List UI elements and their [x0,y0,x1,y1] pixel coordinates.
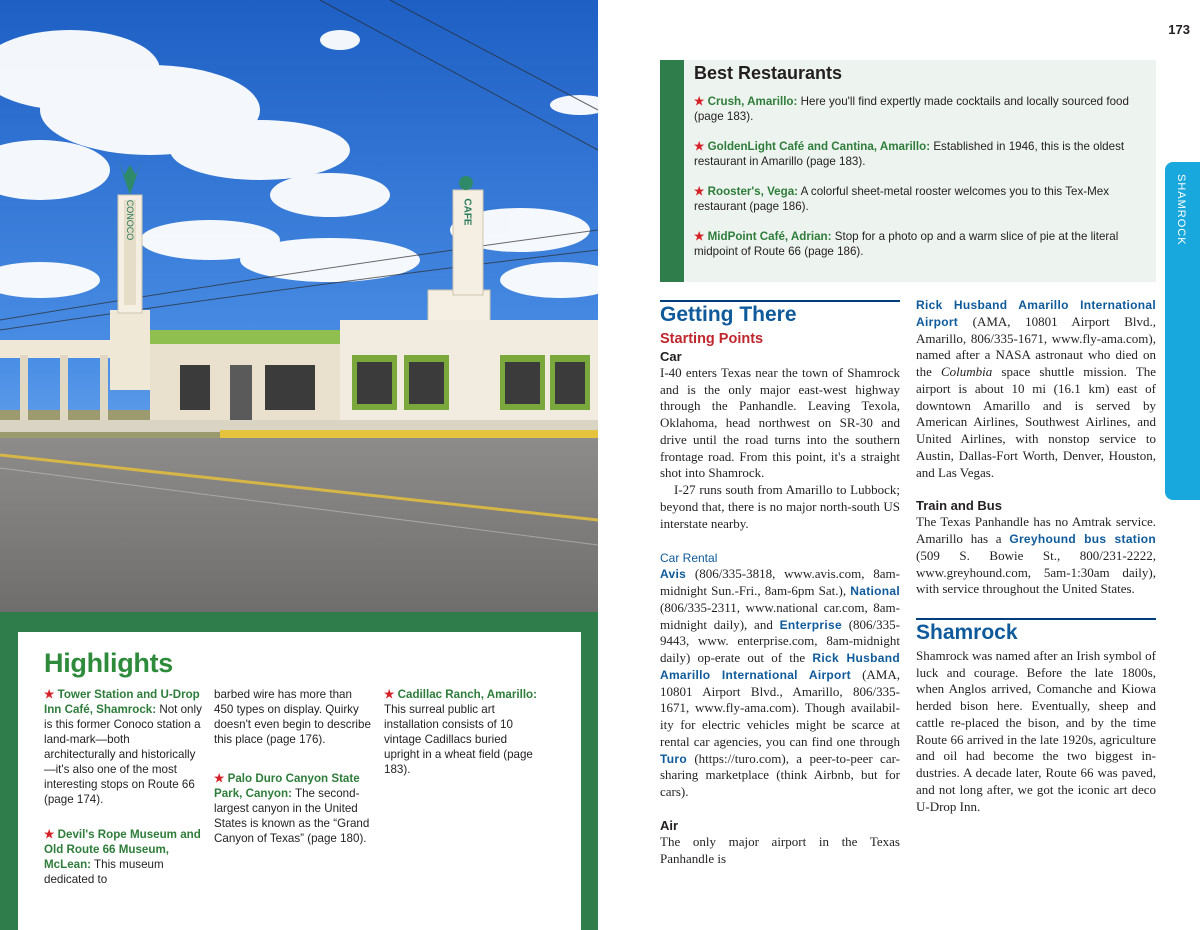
national-link[interactable]: National [850,584,900,598]
car-paragraph-1: I-40 enters Texas near the town of Shamrock and is the only major east-west highway through the Panhandle. Leaving Texola, Oklahoma, head northwest on SR-30 and drive until the road turns into the southern frontage road. From this point, it's a straight shot into Shamrock. [660,364,900,481]
getting-there-heading: Getting There [660,303,797,326]
photo-tower-station [0,0,598,612]
best-restaurants-title: Best Restaurants [694,63,843,83]
car-paragraph-2: I-27 runs south from Amarillo to Lubbock; beyond that, there is no major north-south US interstate nearby. [660,482,900,531]
starting-points-heading: Starting Points [660,330,764,347]
enterprise-link[interactable]: Enterprise [779,617,842,632]
shamrock-heading: Shamrock [916,621,1018,644]
star-icon: ★ [694,140,708,153]
restaurant-item: ★ MidPoint Café, Adrian: Stop for a photo op and a warm slice of pie at the literal midpoint of Route 66 (page 186). [694,230,1119,258]
section-rule [916,618,1156,620]
star-icon: ★ [384,688,398,701]
best-restaurants-box [660,60,1156,282]
text-column-2 [916,297,1156,815]
restaurant-item: ★ GoldenLight Café and Cantina, Amarillo: Established in 1946, this is the oldest restaurant in Amarillo (page 183). [694,140,1125,168]
highlight-item: ★ Tower Station and U-Drop Inn Café, Shamrock: Not only is this former Conoco station a land-mark—both architecturally and historically—it's also one of the most interesting stops on Route 66 (page 174). [44,688,202,806]
highlight-item: ★ Cadillac Ranch, Amarillo: This surreal public art installation consists of 10 vintage Cadillacs buried upright in a wheat field (page 183). [384,688,537,776]
train-bus-heading: Train and Bus [916,498,1002,514]
star-icon: ★ [694,230,708,243]
highlights-column-1 [44,687,202,899]
highlights-column-3 [384,687,542,899]
section-tab-shamrock[interactable]: SHAMROCK [1165,162,1200,500]
svg-text:CONOCO: CONOCO [125,199,135,241]
svg-text:CAFE: CAFE [461,198,473,226]
highlights-box [18,632,581,930]
train-bus-paragraph: The Texas Panhandle has no Amtrak service. Amarillo has a Greyhound bus station (509 S. Bowie St., 800/231-2222, www.greyhound.com, 5am-1:30am daily), with service throughout the United States. [916,514,1156,597]
car-heading: Car [660,348,682,364]
star-icon: ★ [694,95,708,108]
text-column-1 [660,300,900,867]
section-rule [660,300,900,302]
highlight-item: ★ Palo Duro Canyon State Park, Canyon: The second-largest canyon in the United States is known as the “Grand Canyon of Texas” (page 180). [214,772,370,845]
airport-link[interactable]: Rick Husband Amarillo International Airport [660,651,900,682]
highlights-column-2 [214,687,372,899]
air-paragraph-start: The only major airport in the Texas Panhandle is [660,833,900,866]
restaurant-item: ★ Rooster's, Vega: A colorful sheet-metal rooster welcomes you to this Tex-Mex restaurant (page 186). [694,185,1110,213]
avis-link[interactable]: Avis [660,567,687,582]
airport-link[interactable]: Rick Husband Amarillo International Airport [916,298,1156,329]
turo-link[interactable]: Turo [660,751,687,766]
star-icon: ★ [44,828,58,841]
greyhound-link[interactable]: Greyhound bus station [1009,532,1156,546]
star-icon: ★ [214,772,228,785]
shamrock-paragraph: Shamrock was named after an Irish symbol of luck and courage. Before the late 1800s, when Anglos arrived, Comanche and Kiowa herded bison here. Eventually, sheep and cattle re-placed the bison, and by the time Route 66 arrived in the late 1920s, agriculture and oil had become the two biggest in-dustries. A decade later, Route 66 was paved, and not long after, we got the iconic art deco U-Drop Inn. [916,647,1156,814]
highlights-title: Highlights [44,648,173,678]
air-heading: Air [660,817,679,833]
car-rental-heading: Car Rental [660,551,718,566]
page-number: 173 [1168,22,1190,37]
star-icon: ★ [694,185,708,198]
highlight-continuation: barbed wire has more than 450 types on display. Quirky doesn't even begin to describe this place (page 176). [214,688,371,746]
air-paragraph-continued: Rick Husband Amarillo International Airport (AMA, 10801 Airport Blvd., Amarillo, 806/335-1671, www.fly-ama.com), named after a NASA astronaut who died on the Columbia space shuttle mission. The airport is about 10 mi (16.1 km) east of downtown Amarillo and is served by American Airlines, Southwest Airlines, and United Airlines, with nonstop service to Austin, Dallas-Fort Worth, Denver, Houston, and Las Vegas. [916,298,1157,480]
star-icon: ★ [44,688,58,701]
highlight-item: ★ Devil's Rope Museum and Old Route 66 Museum, McLean: This museum dedicated to [44,828,201,886]
car-rental-paragraph: Avis (806/335-3818, www.avis.com, 8am-midnight Sun.-Fri., 8am-6pm Sat.), National (806/335-2311, www.national car.com, 8am-midnight daily), and Enterprise (806/335-9443, www. enterprise.com, 8am-midnight daily) op-erate out of the Rick Husband Amarillo International Airport (AMA, 10801 Airport Blvd., Amarillo, 806/335-1671, www.fly-ama.com). Though availabil-ity for electric vehicles might be scarce at rental car agencies, you can find one through Turo (https://turo.com), a peer-to-peer car-sharing marketplace (think Airbnb, but for cars). [660,566,900,799]
restaurant-item: ★ Crush, Amarillo: Here you'll find expertly made cocktails and locally sourced food (page 183). [694,95,1129,123]
